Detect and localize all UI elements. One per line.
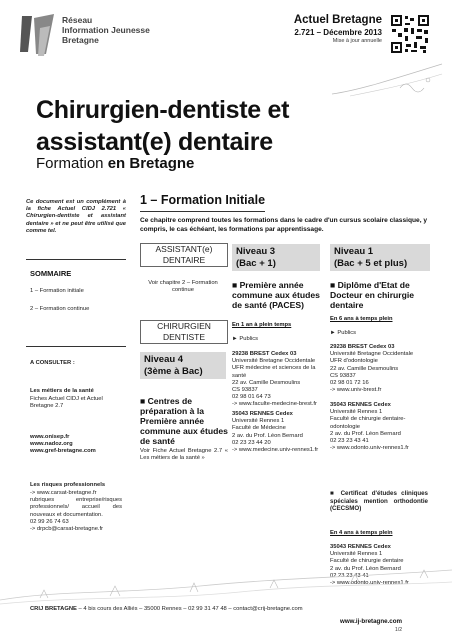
diplome-heading: ■ Diplôme d'Etat de Docteur en chirurgie dentaire [330, 280, 415, 310]
link-nadoz[interactable]: www.nadoz.org [30, 441, 73, 448]
paces-rennes-phone: 02 23 23 44 20 [232, 439, 271, 446]
ij-logo-icon [20, 12, 56, 58]
niveau-3-range: (Bac + 1) [236, 257, 276, 269]
page-title [36, 94, 336, 158]
niveau-3-badge [232, 244, 320, 271]
chirurgien-dentiste-box [140, 320, 228, 344]
logo-line-1: Réseau [62, 15, 93, 25]
paces-heading: ■ Première année commune aux études de santé (PACES) [232, 280, 320, 310]
diplome-brest-line: Université Bretagne Occidentale [330, 351, 414, 358]
assistant-label-2: DENTAIRE [162, 255, 206, 265]
subtitle-region: en Bretagne [107, 155, 195, 172]
assistant-label-1: ASSISTANT(e) [155, 244, 213, 254]
logo-line-3: Bretagne [62, 35, 99, 45]
subtitle-prefix: Formation [36, 155, 108, 172]
paces-brest-phone: 02 98 01 64 73 [232, 394, 271, 401]
risques-description: rubriques entreprise/risques professionnels/ accueil des nouveaux et documentation. [30, 497, 122, 518]
paces-brest-city: 29238 BREST Cedex 03 [232, 351, 297, 357]
chirurgien-label-1: CHIRURGIEN [157, 321, 211, 331]
diplome-rennes-line: 2 av. du Prof. Léon Bernard [330, 430, 401, 437]
logo-line-2: Information Jeunesse [62, 25, 150, 35]
footer-decoration [0, 560, 452, 605]
paces-brest-line: Université Bretagne Occidentale [232, 358, 316, 365]
sidebar-divider [26, 259, 126, 260]
diplome-brest-link[interactable]: -> www.univ-brest.fr [330, 387, 382, 394]
header-issue: 2.721 – Décembre 2013 [294, 28, 382, 37]
diplome-rennes-line: Université Rennes 1 [330, 409, 383, 416]
certificat-line: Université Rennes 1 [330, 551, 383, 558]
paces-brest-link[interactable]: -> www.faculte-medecine-brest.fr [232, 401, 317, 408]
decorative-flourish [330, 60, 445, 100]
risques-heading: Les risques professionnels [30, 482, 106, 488]
certificat-heading: ■ Certificat d'études cliniques spéciales mention orthodontie (CECSMO) [330, 490, 428, 513]
header-info [294, 14, 382, 44]
paces-brest-line: 22 av. Camille Desmoulins [232, 379, 301, 386]
paces-rennes-city: 35043 RENNES Cedex [232, 411, 293, 417]
sommaire-link-2[interactable]: 2 – Formation continue [30, 306, 90, 312]
paces-rennes-link[interactable]: -> www.medecine.univ-rennes1.fr [232, 447, 319, 454]
footer-org: CRIJ BRETAGNE [30, 606, 77, 612]
title-line-2: assistant(e) dentaire [36, 128, 273, 156]
certificat-line: Faculté de chirurgie dentaire [330, 558, 404, 565]
niveau-1-label: Niveau 1 [334, 246, 374, 257]
header-title: Actuel Bretagne [293, 14, 382, 26]
niveau-3-label: Niveau 3 [236, 246, 276, 257]
paces-rennes-line: Université Rennes 1 [232, 418, 285, 425]
metiers-heading: Les métiers de la santé [30, 388, 94, 394]
paces-rennes [232, 411, 322, 454]
paces-duration: En 1 an à plein temps [232, 322, 292, 328]
page-subtitle [36, 155, 194, 172]
paces-brest-line: CS 93837 [232, 387, 258, 394]
centres-text: Voir Fiche Actuel Bretagne 2.7 « Les métiers de la santé » [140, 448, 228, 462]
page-number: 1/2 [395, 627, 402, 633]
niveau-1-badge [330, 244, 430, 271]
section-intro: Ce chapitre comprend toutes les formations dans le cadre d'un cursus scolaire classique, y compris, le cas échéant, les formations par apprentissage. [140, 217, 428, 233]
diplome-duration: En 6 ans à temps plein [330, 316, 393, 322]
certificat-duration: En 4 ans à temps plein [330, 530, 393, 536]
diplome-brest-city: 29238 BREST Cedex 03 [330, 344, 395, 350]
niveau-1-range: (Bac + 5 et plus) [334, 257, 408, 269]
sidebar-links [30, 434, 96, 456]
link-gref[interactable]: www.gref-bretagne.com [30, 448, 96, 455]
logo-text [62, 15, 150, 45]
title-line-1: Chirurgien-dentiste et [36, 96, 290, 124]
chirurgien-label-2: DENTISTE [162, 332, 206, 342]
section-underline [140, 211, 265, 212]
diplome-brest-line: 22 av. Camille Desmoulins [330, 365, 399, 372]
diplome-brest [330, 344, 428, 394]
sidebar-divider-2 [26, 346, 126, 347]
footer-contact: – 4 bis cours des Alliés – 35000 Rennes – 02 99 31 47 48 – contact@crij-bretagne.com [76, 606, 303, 612]
assistant-note: Voir chapitre 2 – Formation continue [148, 280, 218, 294]
diplome-brest-phone: 02 98 01 72 16 [330, 380, 369, 387]
diplome-rennes-link[interactable]: -> www.odonto.univ-rennes1.fr [330, 445, 409, 452]
diplome-rennes-line: Faculté de chirurgie dentaire-odontologie [330, 416, 406, 430]
certificat-city: 35043 RENNES Cedex [330, 544, 391, 550]
footer-address [30, 606, 303, 612]
sidebar-intro: Ce document est un complément à la fiche Actuel CIDJ 2.721 « Chirurgien-dentiste et assistant dentaire » et ne peut être utilisé que comme tel. [26, 199, 126, 234]
section-title: 1 – Formation Initiale [140, 193, 266, 207]
diplome-rennes [330, 402, 428, 452]
link-onisep[interactable]: www.onisep.fr [30, 434, 70, 440]
header-update: Mise à jour annuelle [332, 38, 382, 44]
risques-block [30, 490, 122, 533]
diplome-rennes-city: 35043 RENNES Cedex [330, 402, 391, 408]
niveau-4-badge [140, 352, 226, 379]
diplome-brest-line: CS 93837 [330, 372, 356, 379]
risques-mail[interactable]: -> drpcb@carsat-bretagne.fr [30, 526, 104, 533]
assistant-dentaire-box [140, 243, 228, 267]
qr-code-icon [390, 14, 430, 54]
certificat-link[interactable]: -> www.odonto.univ-rennes1.fr [330, 580, 409, 587]
consulter-heading: A CONSULTER : [30, 360, 75, 366]
paces-brest [232, 351, 322, 409]
diplome-publics: ► Publics [330, 330, 357, 336]
paces-rennes-line: Faculté de Médecine [232, 425, 286, 432]
diplome-brest-line: UFR d'odontologie [330, 358, 378, 365]
niveau-4-range: (3ème à Bac) [144, 365, 203, 377]
paces-brest-line: UFR médecine et sciences de la santé [232, 365, 316, 379]
sommaire-link-1[interactable]: 1 – Formation initiale [30, 288, 84, 294]
certificat-line: 2 av. du Prof. Léon Bernard [330, 565, 401, 572]
carsat-link[interactable]: -> www.carsat-bretagne.fr [30, 490, 97, 496]
centres-heading: ■ Centres de préparation à la Première année commune aux études de santé [140, 396, 228, 446]
diplome-rennes-phone: 02 23 23 43 41 [330, 438, 369, 445]
niveau-4-label: Niveau 4 [144, 354, 184, 365]
metiers-text: Fiches Actuel CIDJ et Actuel Bretagne 2.7 [30, 396, 103, 410]
paces-rennes-line: 2 av. du Prof. Léon Bernard [232, 432, 303, 439]
risques-phone: 02 99 26 74 63 [30, 518, 69, 525]
sommaire-heading: SOMMAIRE [30, 269, 72, 278]
paces-publics: ► Publics [232, 336, 259, 342]
certificat-phone: 02 23 23 43 41 [330, 572, 369, 579]
footer-website-link[interactable]: www.ij-bretagne.com [340, 618, 402, 625]
